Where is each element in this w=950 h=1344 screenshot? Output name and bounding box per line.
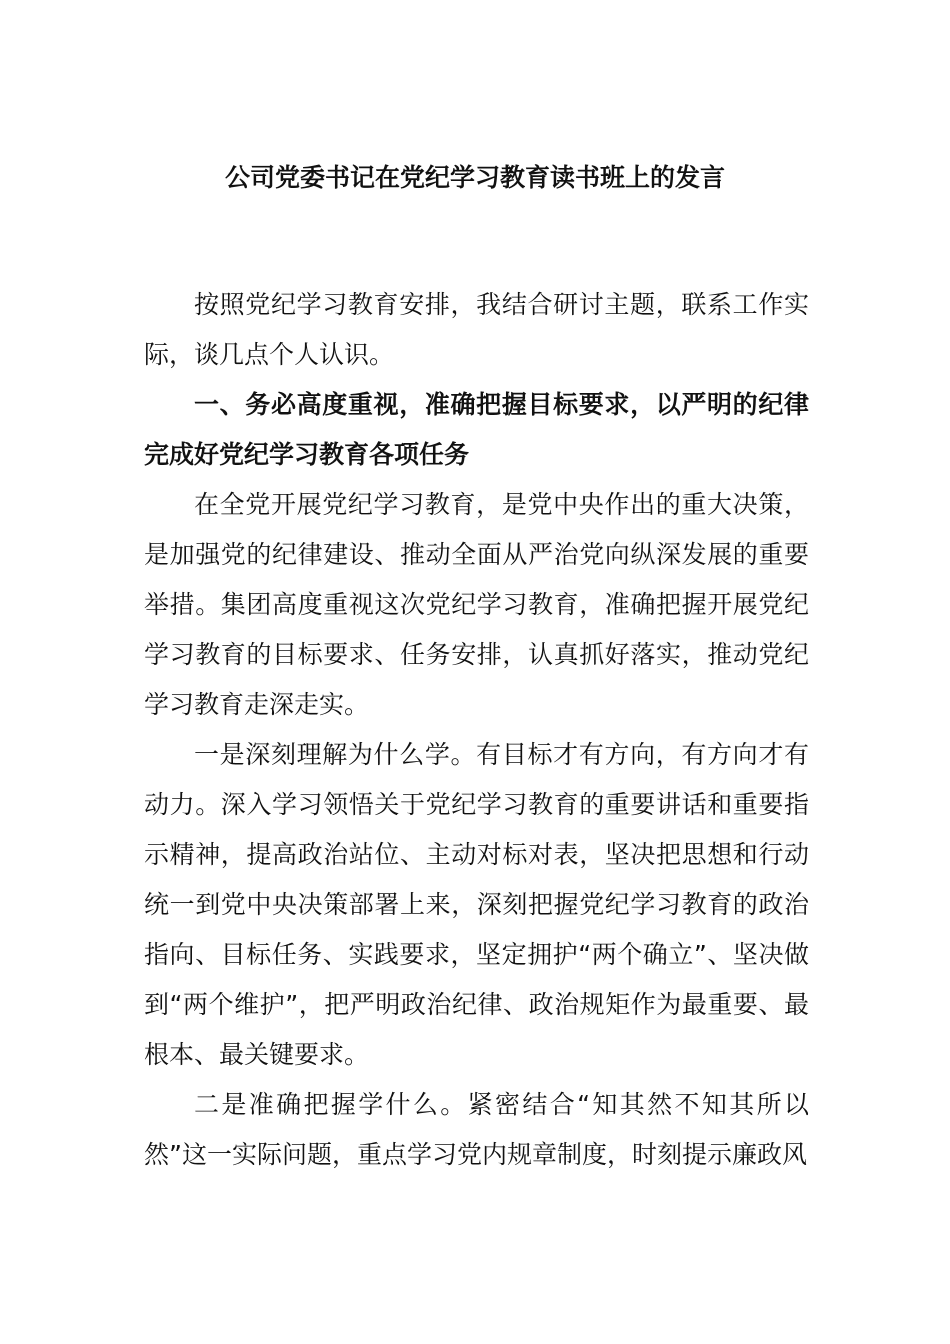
body-paragraph: 在全党开展党纪学习教育，是党中央作出的重大决策，是加强党的纪律建设、推动全面从严治党向纵深发展的重要举措。集团高度重视这次党纪学习教育，准确把握开展党纪学习教育的目标要求、任务安排，认真抓好落实，推动党纪学习教育走深走实。: [144, 490, 809, 719]
body-paragraph: 二是准确把握学什么。紧密结合“知其然不知其所以然”这一实际问题，重点学习党内规章制度，时刻提示廉政风: [144, 1090, 809, 1169]
document-title: 公司党委书记在党纪学习教育读书班上的发言: [224, 163, 725, 192]
intro-paragraph: 按照党纪学习教育安排，我结合研讨主题，联系工作实际，谈几点个人认识。: [144, 290, 809, 369]
section-heading-one: 一、务必高度重视，准确把握目标要求，以严明的纪律完成好党纪学习教育各项任务: [144, 390, 809, 469]
document-body: [144, 280, 809, 1180]
body-paragraph: 一是深刻理解为什么学。有目标才有方向，有方向才有动力。深入学习领悟关于党纪学习教育的重要讲话和重要指示精神，提高政治站位、主动对标对表，坚决把思想和行动统一到党中央决策部署上来，深刻把握党纪学习教育的政治指向、目标任务、实践要求，坚定拥护“两个确立”、坚决做到“两个维护”，把严明政治纪律、政治规矩作为最重要、最根本、最关键要求。: [144, 740, 809, 1069]
